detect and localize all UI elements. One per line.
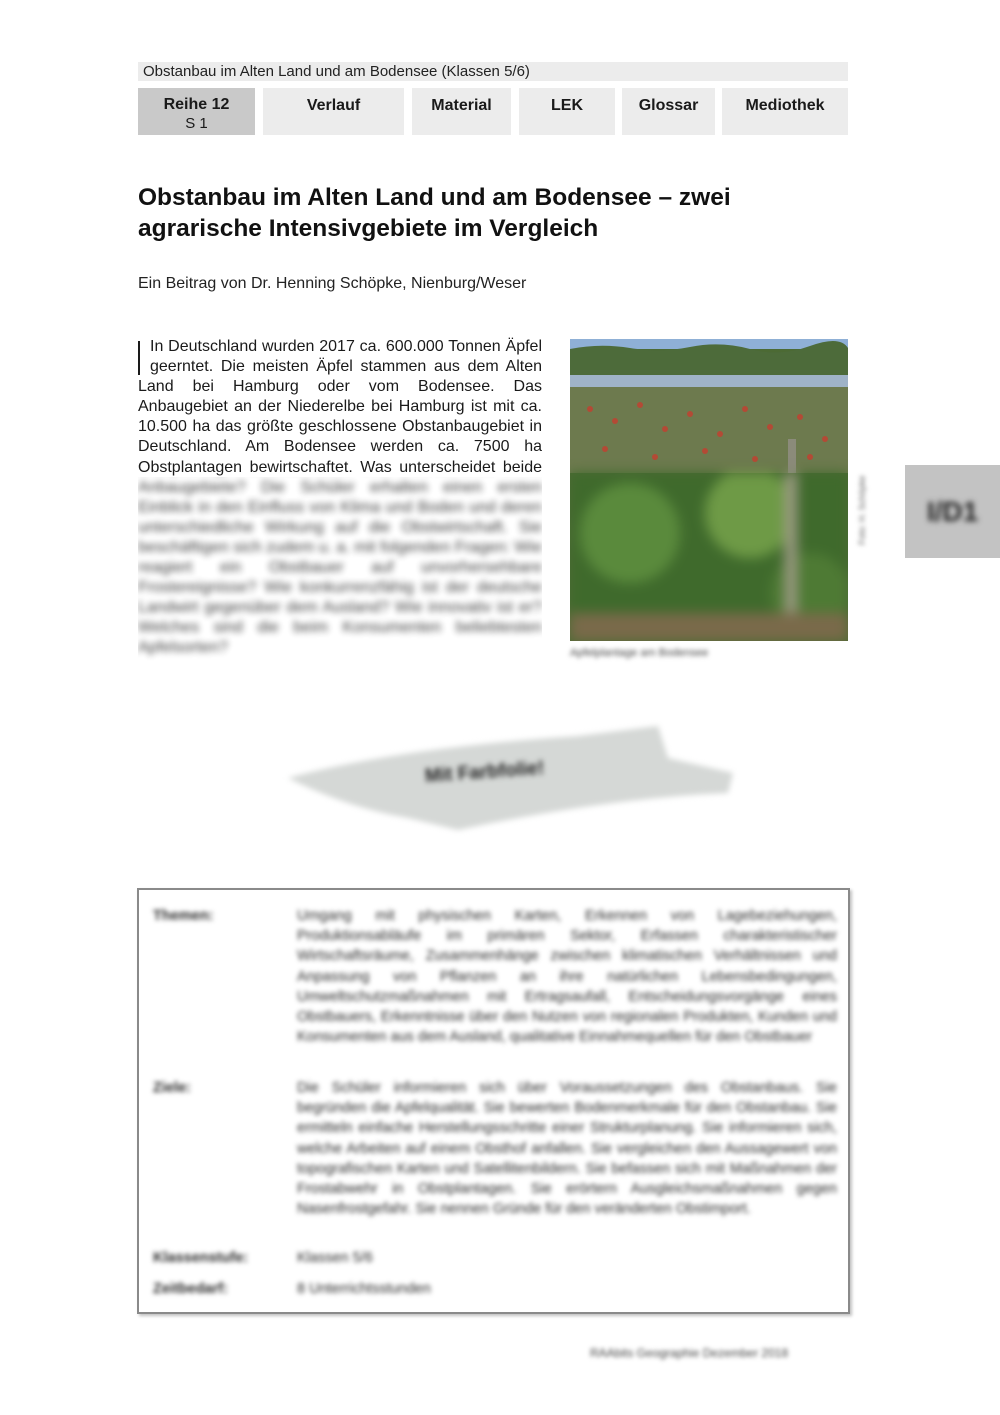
- info-text: Umgang mit physischen Karten, Erkennen von Lagebeziehungen, Produktionsabläufe im primären Sektor, Erfassen charakteristischer Wirtschaftsräume, Zusammenhänge zwischen klimatischen Verhältnissen und Anpassung von Pflanzen an ihre natürlichen Lebensbedingungen, Umweltschutzmaßnahmen mit Ertragsaufall, Entscheidungsvorgänge eines Obstbauers, Erkenntnisse über den Nutzen von regionalen Produkten, Kunden und Konsumenten aus dem Ausland, qualitative Einnahmequellen für den Obstbauer: [297, 908, 837, 1046]
- photo-credit: Foto: H. Schöpke: [857, 475, 867, 545]
- tab-mediothek[interactable]: [722, 88, 848, 135]
- info-label: Klassenstufe:: [153, 1250, 249, 1266]
- intro-overflow-text: Anbaugebiete? Die Schüler erhalten einen ersten Einblick in den Einfluss von Klima und Boden und deren unterschiedliche Wirkung auf die Obstwirtschaft. Sie beschäftigen sich zudem u. a. mit folgenden Fragen: Wie reagiert ein Obstbauer auf unvorhersehbare Frostereignisse? Wie konkurrenzfähig ist der deutsche Landwirt gegenüber dem Ausland? Wie innovativ ist er? Welches sind die beim Konsumenten beliebtesten Apfelsorten?: [138, 478, 542, 657]
- section-tab-label: I/D1: [926, 496, 979, 527]
- info-row-ziele: [153, 1078, 837, 1238]
- tab-material[interactable]: [412, 88, 511, 135]
- info-text: 8 Unterrichtsstunden: [297, 1281, 431, 1297]
- info-box: [137, 888, 850, 1314]
- info-row-zeitbedarf: [153, 1279, 834, 1301]
- info-label: Ziele:: [153, 1080, 191, 1096]
- tab-reihe-label: Reihe 12: [163, 96, 230, 113]
- tab-glossar-label: Glossar: [638, 97, 699, 114]
- intro-text: In Deutschland wurden 2017 ca. 600.000 Tonnen Äpfel geerntet. Die meisten Äpfel stammen aus dem Alten Land bei Hamburg oder vom Bodensee. Das Anbaugebiet an der Niederelbe bei Hamburg ist mit ca. 10.500 ha das größte geschlossene Obstanbaugebiet in Deutschland. Am Bodensee werden ca. 7500 ha Obstplantagen bewirtschaftet. Was unterscheidet beide: [138, 338, 542, 476]
- article-author: Ein Beitrag von Dr. Henning Schöpke, Nienburg/Weser: [138, 275, 527, 292]
- photo-caption: Apfelplantage am Bodensee: [570, 647, 709, 659]
- banner-label: Mit Farbfolie!: [424, 757, 545, 788]
- tab-verlauf[interactable]: [263, 88, 404, 135]
- tab-reihe[interactable]: [138, 88, 255, 135]
- tab-reihe-page: S 1: [185, 115, 208, 132]
- tab-verlauf-label: Verlauf: [306, 97, 361, 114]
- article-title: Obstanbau im Alten Land und am Bodensee – zwei agrarische Intensivgebiete im Vergleich: [138, 184, 731, 242]
- info-text: Die Schüler informieren sich über Voraussetzungen des Obstanbaus. Sie begründen die Apfelqualität. Sie bewerten Bodenmerkmale für den Obstanbau. Sie ermitteln einfache Herstellungsschritte einer Strukturplanung. Sie informieren sich, welche Arbeiten auf einem Obsthof anfallen. Sie vergleichen den Aussagewert von topografischen Karten und Satellitenbildern. Sie befassen sich mit Maßnahmen der Frostabwehr in Obstplantagen. Sie erörtern Ausgleichsmaßnahmen gegen Nasenfrostgefahr. Sie nennen Gründe für den veränderten Obstimport.: [297, 1080, 837, 1218]
- info-row-themen: [153, 906, 837, 1066]
- section-tab: [905, 465, 1000, 558]
- tab-lek[interactable]: [519, 88, 615, 135]
- tab-mediothek-label: Mediothek: [745, 97, 825, 114]
- tab-material-label: Material: [431, 97, 492, 114]
- info-label: Themen:: [153, 908, 214, 924]
- orchard-photo-top: [570, 339, 848, 473]
- tab-lek-label: LEK: [551, 97, 583, 114]
- info-row-klassenstufe: [153, 1248, 834, 1270]
- info-text: Klassen 5/6: [297, 1250, 373, 1266]
- info-label: Zeitbedarf:: [153, 1281, 228, 1297]
- page-footer: RAAbits Geographie Dezember 2018: [590, 1346, 789, 1360]
- intro-blurred-overlay: [138, 477, 542, 662]
- series-header: Obstanbau im Alten Land und am Bodensee (Klassen 5/6): [138, 62, 848, 81]
- tab-glossar[interactable]: [622, 88, 715, 135]
- orchard-photo-bottom: [570, 473, 848, 641]
- orchard-photo: [570, 339, 848, 641]
